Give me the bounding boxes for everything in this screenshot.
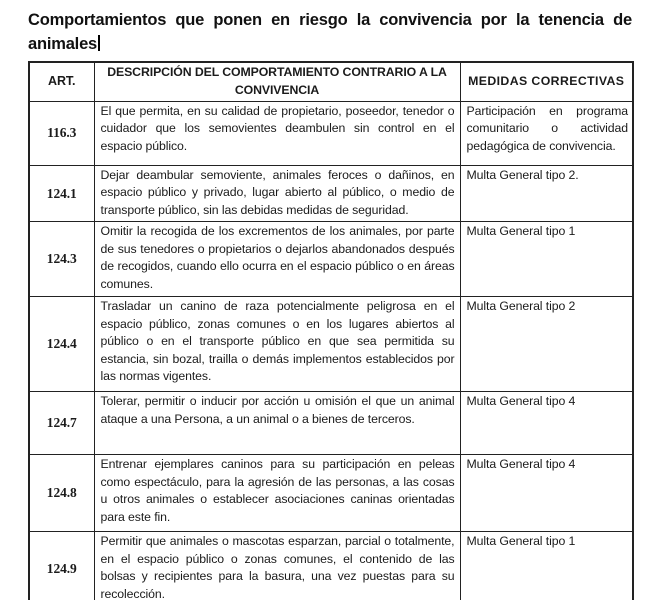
table-row — [29, 101, 633, 165]
corrective-measure-cell: Multa General tipo 1 — [460, 222, 633, 297]
description-cell: Permitir que animales o mascotas esparzan, parcial o totalmente, en el espacio público o zonas comunes, el contenido de las bolsas y recipientes para la basura, una vez puestas para su recolección. — [94, 532, 460, 600]
header-article: ART. — [29, 62, 94, 101]
header-description: DESCRIPCIÓN DEL COMPORTAMIENTO CONTRARIO A LA CONVIVENCIA — [94, 62, 460, 101]
corrective-measure-cell: Multa General tipo 4 — [460, 392, 633, 455]
description-cell: Entrenar ejemplares caninos para su participación en peleas como espectáculo, para la agresión de las personas, a las cosas u otros animales o establecer asociaciones caninas orientadas para este fin. — [94, 455, 460, 532]
article-number-cell: 124.3 — [29, 222, 94, 297]
corrective-measure-cell: Multa General tipo 1 — [460, 532, 633, 600]
header-corrective-measures: MEDIDAS CORRECTIVAS — [460, 62, 633, 101]
document-title-text: Comportamientos que ponen en riesgo la convivencia por la tenencia de animales — [28, 11, 632, 53]
corrective-measure-cell: Multa General tipo 4 — [460, 455, 633, 532]
article-number-cell: 124.9 — [29, 532, 94, 600]
text-cursor — [98, 35, 100, 51]
infractions-table — [28, 61, 634, 600]
description-cell: Dejar deambular semoviente, animales feroces o dañinos, en espacio público y privado, lugar abierto al público, o medio de transporte público, sin las debidas medidas de seguridad. — [94, 165, 460, 222]
corrective-measure-cell: Multa General tipo 2 — [460, 297, 633, 392]
table-header-row — [29, 62, 633, 101]
table-row — [29, 297, 633, 392]
description-cell: Tolerar, permitir o inducir por acción u omisión el que un animal ataque a una Persona, a un animal o a bienes de terceros. — [94, 392, 460, 455]
article-number-cell: 124.1 — [29, 165, 94, 222]
corrective-measure-cell: Multa General tipo 2. — [460, 165, 633, 222]
description-cell: El que permita, en su calidad de propietario, poseedor, tenedor o cuidador que los semovientes deambulen sin control en el espacio público. — [94, 101, 460, 165]
table-row — [29, 222, 633, 297]
document-title — [28, 8, 632, 56]
article-number-cell: 124.8 — [29, 455, 94, 532]
description-cell: Omitir la recogida de los excrementos de los animales, por parte de sus tenedores o propietarios o dejarlos abandonados después de recogidos, cuando ello ocurra en el espacio público o en áreas comunes. — [94, 222, 460, 297]
table-row — [29, 165, 633, 222]
article-number-cell: 124.7 — [29, 392, 94, 455]
corrective-measure-cell: Participación en programa comunitario o actividad pedagógica de convivencia. — [460, 101, 633, 165]
table-row — [29, 532, 633, 600]
table-body — [29, 101, 633, 600]
table-header — [29, 62, 633, 101]
table-row — [29, 392, 633, 455]
article-number-cell: 124.4 — [29, 297, 94, 392]
article-number-cell: 116.3 — [29, 101, 94, 165]
description-cell: Trasladar un canino de raza potencialmente peligrosa en el espacio público, zonas comunes o en los lugares abiertos al público o en el transporte público en que sea permitida su estancia, sin bozal, trailla o demás implementos establecidos por las normas vigentes. — [94, 297, 460, 392]
table-row — [29, 455, 633, 532]
